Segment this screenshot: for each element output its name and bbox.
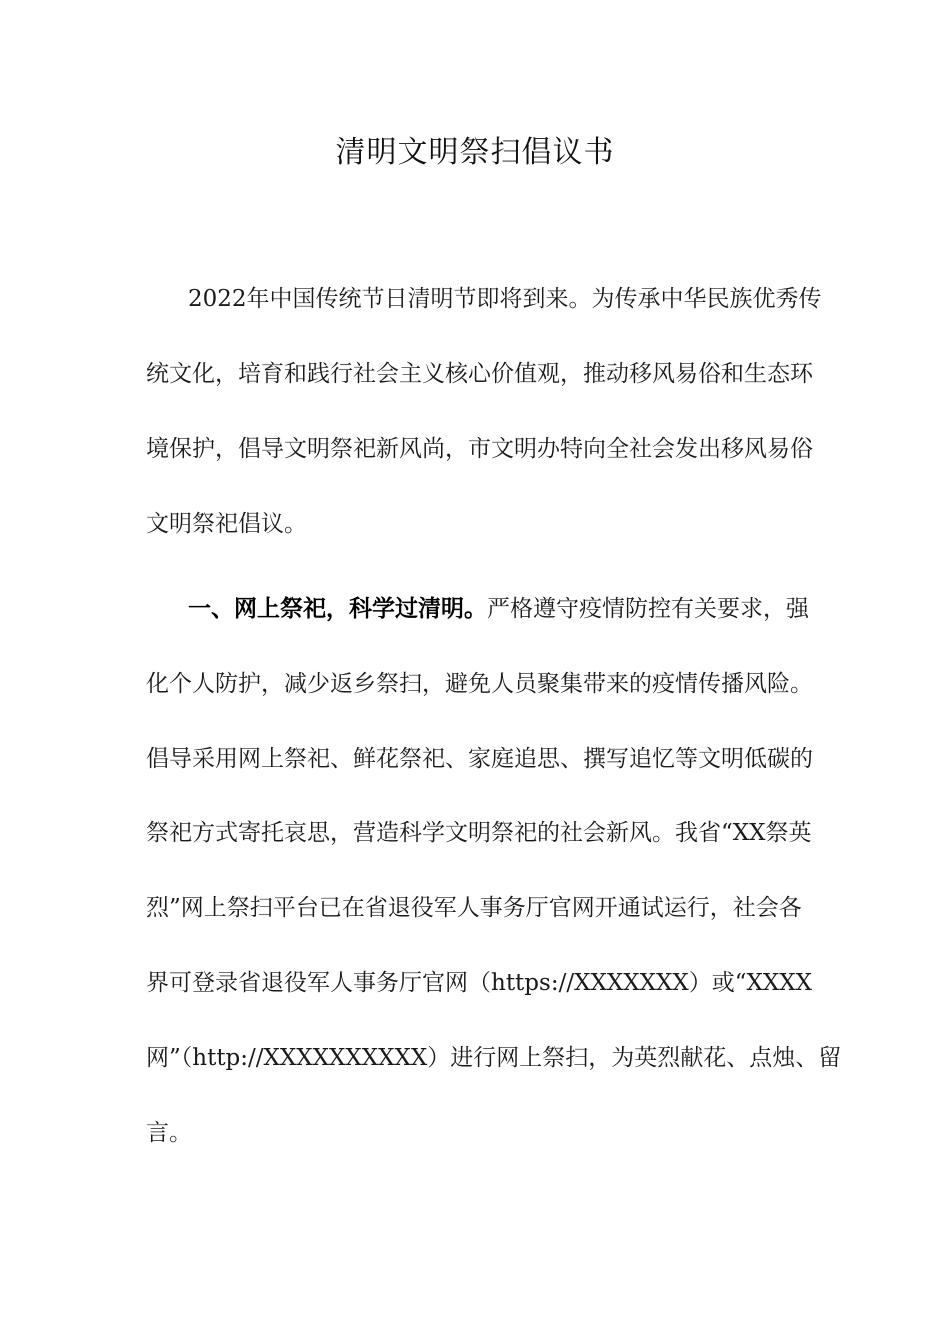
section-heading: 一、网上祭祀，科学过清明。 [188, 596, 487, 622]
paragraph-line: 倡导采用网上祭祀、鲜花祭祀、家庭追思、撰写追忆等文明低碳的 [146, 746, 813, 772]
paragraph-line: 化个人防护，减少返乡祭扫，避免人员聚集带来的疫情传播风险。 [146, 671, 813, 697]
paragraph-line: 界可登录省退役军人事务厅官网（https://XXXXXXX）或“XXXX [146, 970, 812, 996]
paragraph-line: 祭祀方式寄托哀思，营造科学文明祭祀的社会新风。我省“XX祭英 [146, 820, 812, 846]
paragraph-line: 烈”网上祭扫平台已在省退役军人事务厅官网开通试运行，社会各 [146, 895, 802, 921]
paragraph-line: 境保护，倡导文明祭祀新风尚，市文明办特向全社会发出移风易俗 [146, 436, 813, 462]
paragraph-line: 文明祭祀倡议。 [146, 511, 307, 537]
document-title: 清明文明祭扫倡议书 [335, 135, 615, 170]
paragraph-line: 言。 [146, 1120, 192, 1146]
paragraph-line: 网”（http://XXXXXXXXXX）进行网上祭扫，为英烈献花、点烛、留 [146, 1045, 842, 1071]
section-first-line [188, 592, 809, 626]
paragraph-line: 统文化，培育和践行社会主义核心价值观，推动移风易俗和生态环 [146, 361, 813, 387]
paragraph-line: 2022年中国传统节日清明节即将到来。为传承中华民族优秀传 [188, 286, 822, 312]
section-first-line-text: 严格遵守疫情防控有关要求，强 [487, 596, 809, 622]
